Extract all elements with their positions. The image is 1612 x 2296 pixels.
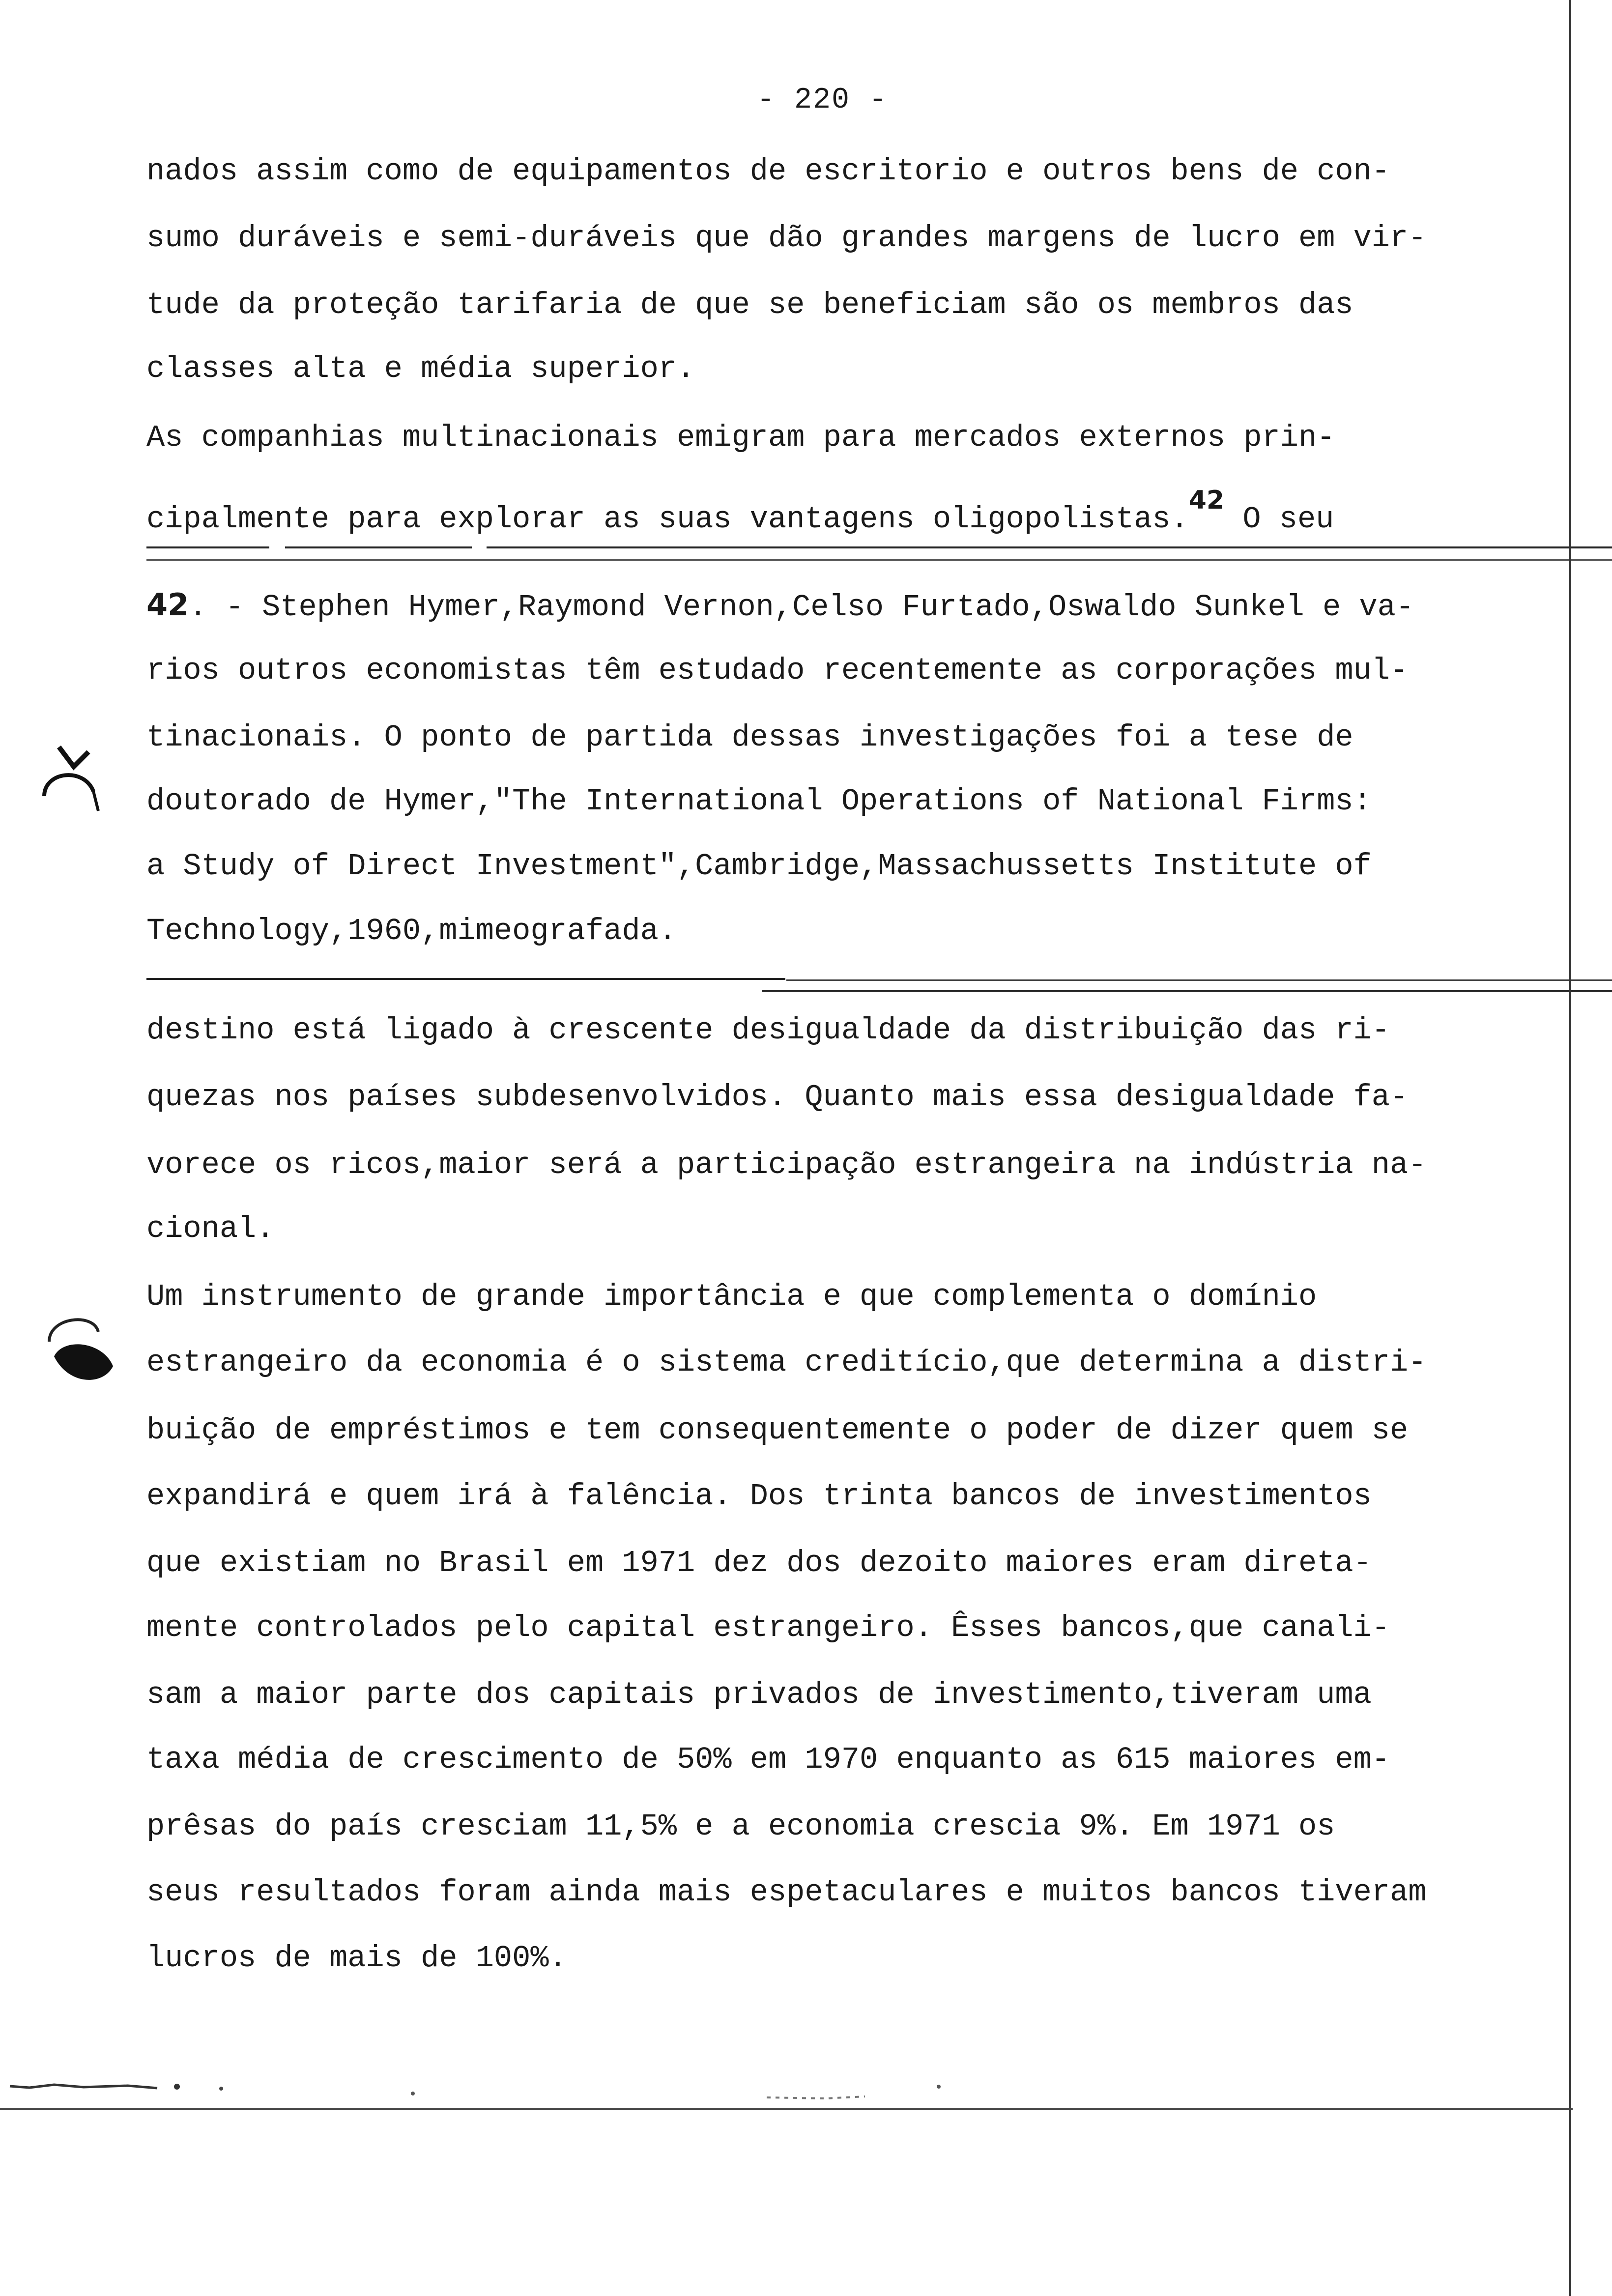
text-line: lucros de mais de 100%. <box>146 1941 567 1976</box>
text-line: tude da proteção tarifaria de que se beneficiam são os membros das <box>146 287 1353 322</box>
ink-blot <box>34 1302 128 1410</box>
text-line: classes alta e média superior. <box>146 351 695 386</box>
footnote-marker: 42 <box>146 587 189 623</box>
text-line: quezas nos países subdesenvolvidos. Quanto mais essa desigualdade fa- <box>146 1080 1409 1115</box>
text-line: Um instrumento de grande importância e que complementa o domínio <box>146 1279 1317 1314</box>
text-line: taxa média de crescimento de 50% em 1970 enquanto as 615 maiores em- <box>146 1742 1390 1777</box>
footnote-bottom-rule <box>786 979 1612 981</box>
text-segment: O seu <box>1224 502 1334 537</box>
margin-vertical-rule <box>1569 0 1571 2296</box>
text-line: expandirá e quem irá à falência. Dos trinta bancos de investimentos <box>146 1479 1372 1514</box>
text-line: As companhias multinacionais emigram para mercados externos prin- <box>146 420 1335 455</box>
page-number: - 220 - <box>757 84 888 117</box>
footnote-line: doutorado de Hymer,"The International Operations of National Firms: <box>146 784 1372 819</box>
text-line: buição de empréstimos e tem consequentemente o poder de dizer quem se <box>146 1413 1409 1448</box>
footnote-line <box>146 587 1414 625</box>
text-line: seus resultados foram ainda mais espetaculares e muitos bancos tiveram <box>146 1875 1427 1910</box>
footnote-separator-long <box>487 546 1612 548</box>
scan-noise-bottom <box>0 2039 1573 2113</box>
footnote-line: Technology,1960,mimeografada. <box>146 914 677 948</box>
text-line <box>146 488 1334 535</box>
footnote-top-rule <box>146 559 1612 561</box>
footnote-separator-short <box>146 546 269 548</box>
text-line: cional. <box>146 1211 275 1246</box>
footnote-line: tinacionais. O ponto de partida dessas investigações foi a tese de <box>146 720 1353 755</box>
text-line: vorece os ricos,maior será a participação estrangeira na indústria na- <box>146 1148 1427 1182</box>
text-line: que existiam no Brasil em 1971 dez dos dezoito maiores eram direta- <box>146 1546 1372 1580</box>
note-reference: 42 <box>1188 486 1225 515</box>
footnote-separator-short <box>285 546 472 548</box>
ink-blot <box>25 737 108 835</box>
text-line: destino está ligado à crescente desigualdade da distribuição das ri- <box>146 1013 1390 1048</box>
footnote-bottom-rule <box>762 990 1612 992</box>
footnote-line: a Study of Direct Investment",Cambridge,Massachussetts Institute of <box>146 849 1372 884</box>
text-line: mente controlados pelo capital estrangeiro. Êsses bancos,que canali- <box>146 1610 1390 1645</box>
text-line: nados assim como de equipamentos de escritorio e outros bens de con- <box>146 154 1390 189</box>
text-line: sam a maior parte dos capitais privados de investimento,tiveram uma <box>146 1677 1372 1712</box>
text-line: estrangeiro da economia é o sistema creditício,que determina a distri- <box>146 1345 1427 1380</box>
footnote-bottom-rule <box>146 978 785 980</box>
text-line: sumo duráveis e semi-duráveis que dão grandes margens de lucro em vir- <box>146 221 1427 256</box>
text-segment: cipalmente para explorar as suas vantagens oligopolistas. <box>146 502 1189 537</box>
footnote-line: rios outros economistas têm estudado recentemente as corporações mul- <box>146 653 1409 688</box>
text-segment: . - Stephen Hymer,Raymond Vernon,Celso Furtado,Oswaldo Sunkel e va- <box>189 590 1414 625</box>
text-line: prêsas do país cresciam 11,5% e a economia crescia 9%. Em 1971 os <box>146 1809 1335 1844</box>
